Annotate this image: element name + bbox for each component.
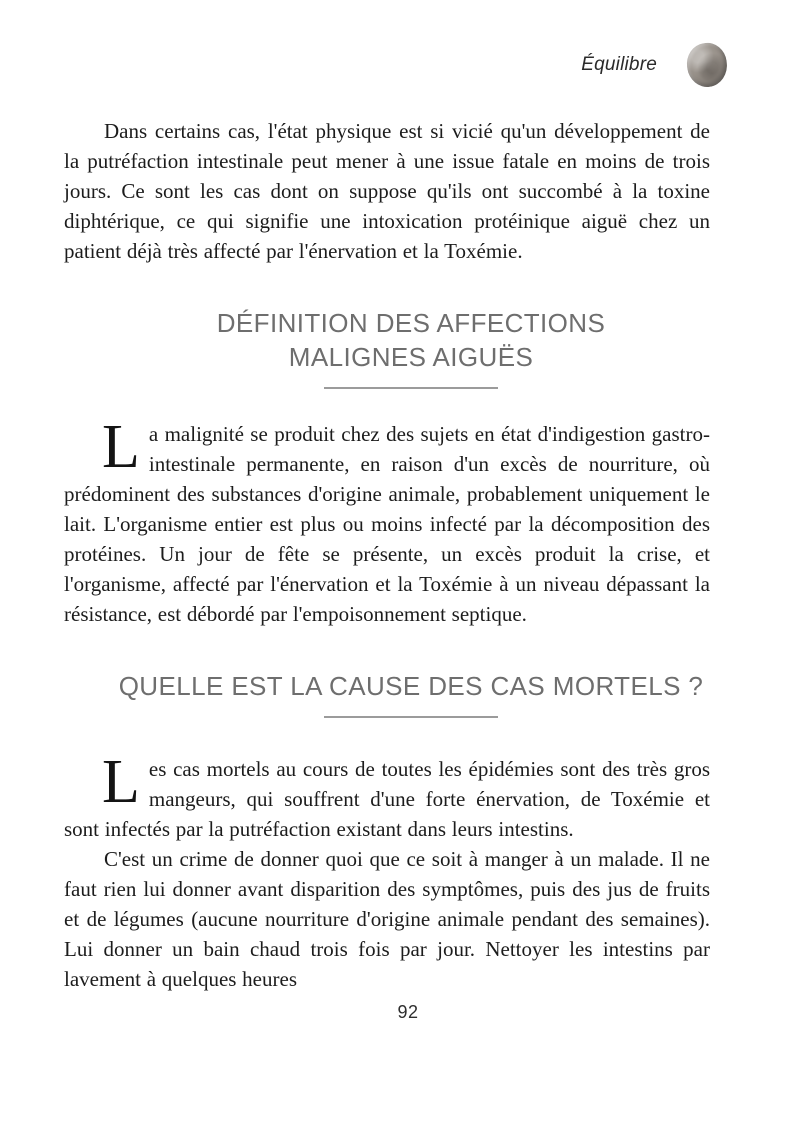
dropcap-letter: L — [102, 413, 140, 481]
cause-paragraph-text: es cas mortels au cours de toutes les épidémies sont des très gros mangeurs, qui souffrent d'une forte énervation, de Toxémie et sont infectés par la putréfaction existant dans leurs intestins. — [64, 757, 710, 841]
page-content — [0, 116, 792, 994]
section-heading-cause: QUELLE EST LA CAUSE DES CAS MORTELS ? — [118, 671, 704, 701]
coin-stamp-icon — [684, 40, 730, 89]
page-footer — [12, 1002, 792, 1023]
definition-paragraph-text: a malignité se produit chez des sujets en état d'indigestion gastro-intestinale permanente, en raison d'un excès de nourriture, où prédominent des substances d'origine animale, probablement uniquement le lait. L'organisme entier est plus ou moins infecté par la décomposition des protéines. Un jour de fête se présente, un excès produit la crise, et l'organisme, affecté par l'énervation et la Toxémie à un niveau dépassant la résistance, est débordé par l'empoisonnement septique. — [64, 422, 710, 626]
running-header-title: Équilibre — [581, 54, 657, 75]
dropcap-letter: L — [102, 748, 140, 816]
heading-divider — [324, 387, 498, 389]
advice-paragraph: C'est un crime de donner quoi que ce soit à manger à un malade. Il ne faut rien lui donner avant disparition des symptômes, puis des jus de fruits et de légumes (aucune nourriture d'origine animale pendant des semaines). Lui donner un bain chaud trois fois par jour. Nettoyer les intestins par lavement à quelques heures — [64, 847, 710, 991]
cause-paragraph — [64, 748, 710, 844]
definition-paragraph — [64, 413, 710, 629]
section-heading-definition: DÉFINITION DES AFFECTIONS MALIGNES AIGUËS — [216, 308, 606, 372]
running-header — [0, 0, 792, 88]
page-number: 92 — [397, 1002, 419, 1022]
intro-paragraph: Dans certains cas, l'état physique est si vicié qu'un développement de la putréfaction intestinale peut mener à une issue fatale en moins de trois jours. Ce sont les cas dont on suppose qu'ils ont succombé à la toxine diphtérique, ce qui signifie une intoxication protéinique aiguë chez un patient déjà très affecté par l'énervation et la Toxémie. — [64, 119, 710, 263]
heading-divider — [324, 716, 498, 718]
